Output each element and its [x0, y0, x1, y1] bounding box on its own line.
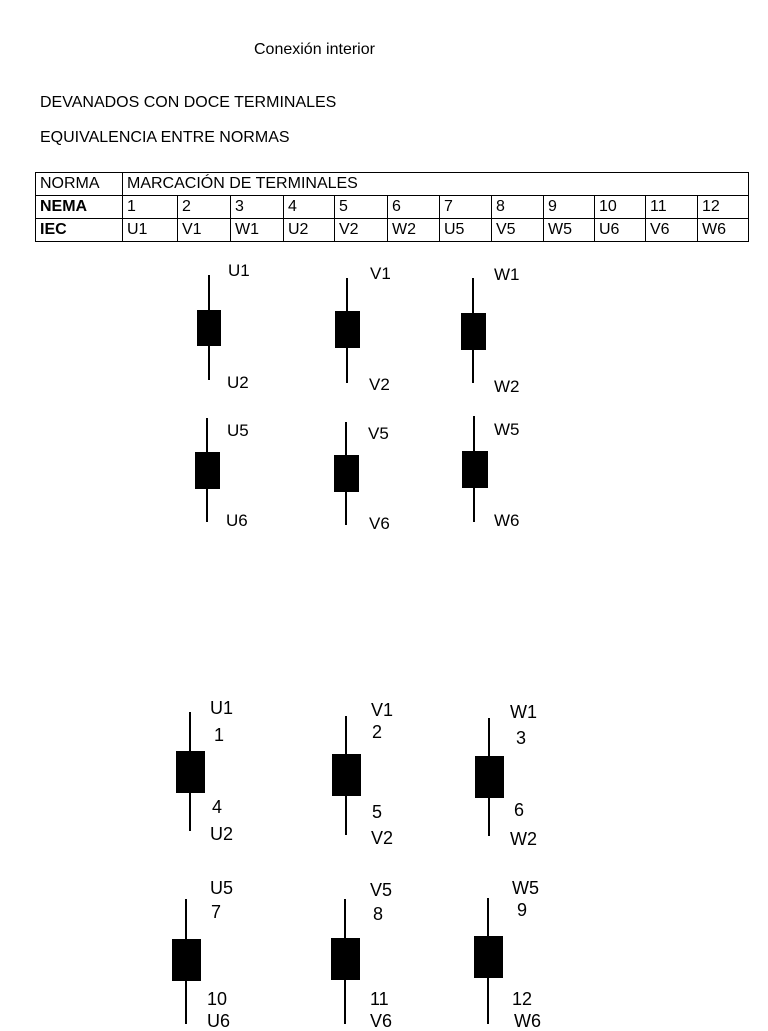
- table-cell: U1: [123, 219, 178, 242]
- table-cell: V1: [178, 219, 231, 242]
- terminal-label: V1: [371, 700, 394, 720]
- terminal-label: U1: [210, 698, 234, 718]
- terminal-label: U2: [227, 373, 249, 392]
- table-cell: V5: [492, 219, 544, 242]
- terminal-label: 6: [514, 800, 525, 820]
- terminal-label: W1: [494, 265, 520, 284]
- terminal-label: V1: [370, 264, 391, 283]
- terminal-label: 10: [207, 989, 228, 1009]
- winding-8-11: [331, 899, 360, 1024]
- terminal-label: 11: [370, 989, 389, 1009]
- table-cell: W5: [544, 219, 595, 242]
- terminal-label: V5: [370, 880, 393, 900]
- diagram-nema-iec-windings: [172, 712, 504, 1024]
- terminal-label: U2: [210, 824, 234, 844]
- table-cell: V6: [646, 219, 698, 242]
- terminal-label: U6: [207, 1011, 231, 1031]
- table-cell: U2: [284, 219, 335, 242]
- terminal-label: W5: [494, 420, 520, 439]
- terminal-label: U6: [226, 511, 248, 530]
- terminal-label: W2: [494, 377, 520, 396]
- terminal-label: 1: [214, 725, 225, 745]
- row-label: NEMA: [36, 196, 123, 219]
- terminal-label: 7: [211, 902, 222, 922]
- header-norma: NORMA: [36, 173, 123, 196]
- winding-9-12: [474, 898, 503, 1024]
- winding-2-5: [332, 716, 361, 835]
- table-cell: 11: [646, 196, 698, 219]
- terminal-label: V2: [371, 828, 394, 848]
- table-cell: 4: [284, 196, 335, 219]
- terminal-label: W6: [494, 511, 520, 530]
- page-title: Conexión interior: [254, 41, 375, 58]
- terminal-label: V6: [369, 514, 390, 533]
- terminal-label: W1: [510, 702, 537, 722]
- terminal-label: 4: [212, 797, 223, 817]
- terminal-label: 8: [373, 904, 384, 924]
- table-cell: W1: [231, 219, 284, 242]
- diagram-iec-windings: [195, 275, 488, 525]
- winding-1-4: [176, 712, 205, 831]
- table-cell: 9: [544, 196, 595, 219]
- terminal-label: 3: [516, 728, 527, 748]
- winding-w5-w6: [462, 416, 488, 522]
- table-cell: 5: [335, 196, 388, 219]
- terminal-label: 9: [517, 900, 528, 920]
- table-cell: 2: [178, 196, 231, 219]
- table-cell: U5: [440, 219, 492, 242]
- terminal-label: 12: [512, 989, 533, 1009]
- winding-u1-u2: [197, 275, 221, 380]
- terminal-label: 5: [372, 802, 383, 822]
- terminal-label: W5: [512, 878, 539, 898]
- table-cell: W2: [388, 219, 440, 242]
- heading-standards-equivalence: EQUIVALENCIA ENTRE NORMAS: [40, 129, 290, 146]
- header-terminal-marking: MARCACIÓN DE TERMINALES: [123, 173, 749, 196]
- terminal-label: V5: [368, 424, 389, 443]
- table-cell: 1: [123, 196, 178, 219]
- table-cell: U6: [595, 219, 646, 242]
- table-cell: 10: [595, 196, 646, 219]
- terminal-label: V2: [369, 375, 390, 394]
- terminal-label: U5: [210, 878, 234, 898]
- terminal-label: W2: [510, 829, 537, 849]
- terminal-label: U1: [228, 261, 250, 280]
- winding-u5-u6: [195, 418, 220, 522]
- table-cell: 8: [492, 196, 544, 219]
- table-cell: V2: [335, 219, 388, 242]
- winding-v1-v2: [335, 278, 360, 383]
- table-cell: 7: [440, 196, 492, 219]
- table-cell: W6: [698, 219, 749, 242]
- winding-w1-w2: [461, 278, 486, 383]
- table-cell: 12: [698, 196, 749, 219]
- table-cell: 6: [388, 196, 440, 219]
- heading-twelve-terminals: DEVANADOS CON DOCE TERMINALES: [40, 94, 337, 111]
- winding-7-10: [172, 899, 201, 1024]
- terminal-label: U5: [227, 421, 249, 440]
- terminal-label: W6: [514, 1011, 541, 1031]
- terminal-label: V6: [370, 1011, 393, 1031]
- row-label: IEC: [36, 219, 123, 242]
- winding-3-6: [475, 718, 504, 836]
- winding-v5-v6: [334, 422, 359, 525]
- terminal-label: 2: [372, 722, 383, 742]
- table-cell: 3: [231, 196, 284, 219]
